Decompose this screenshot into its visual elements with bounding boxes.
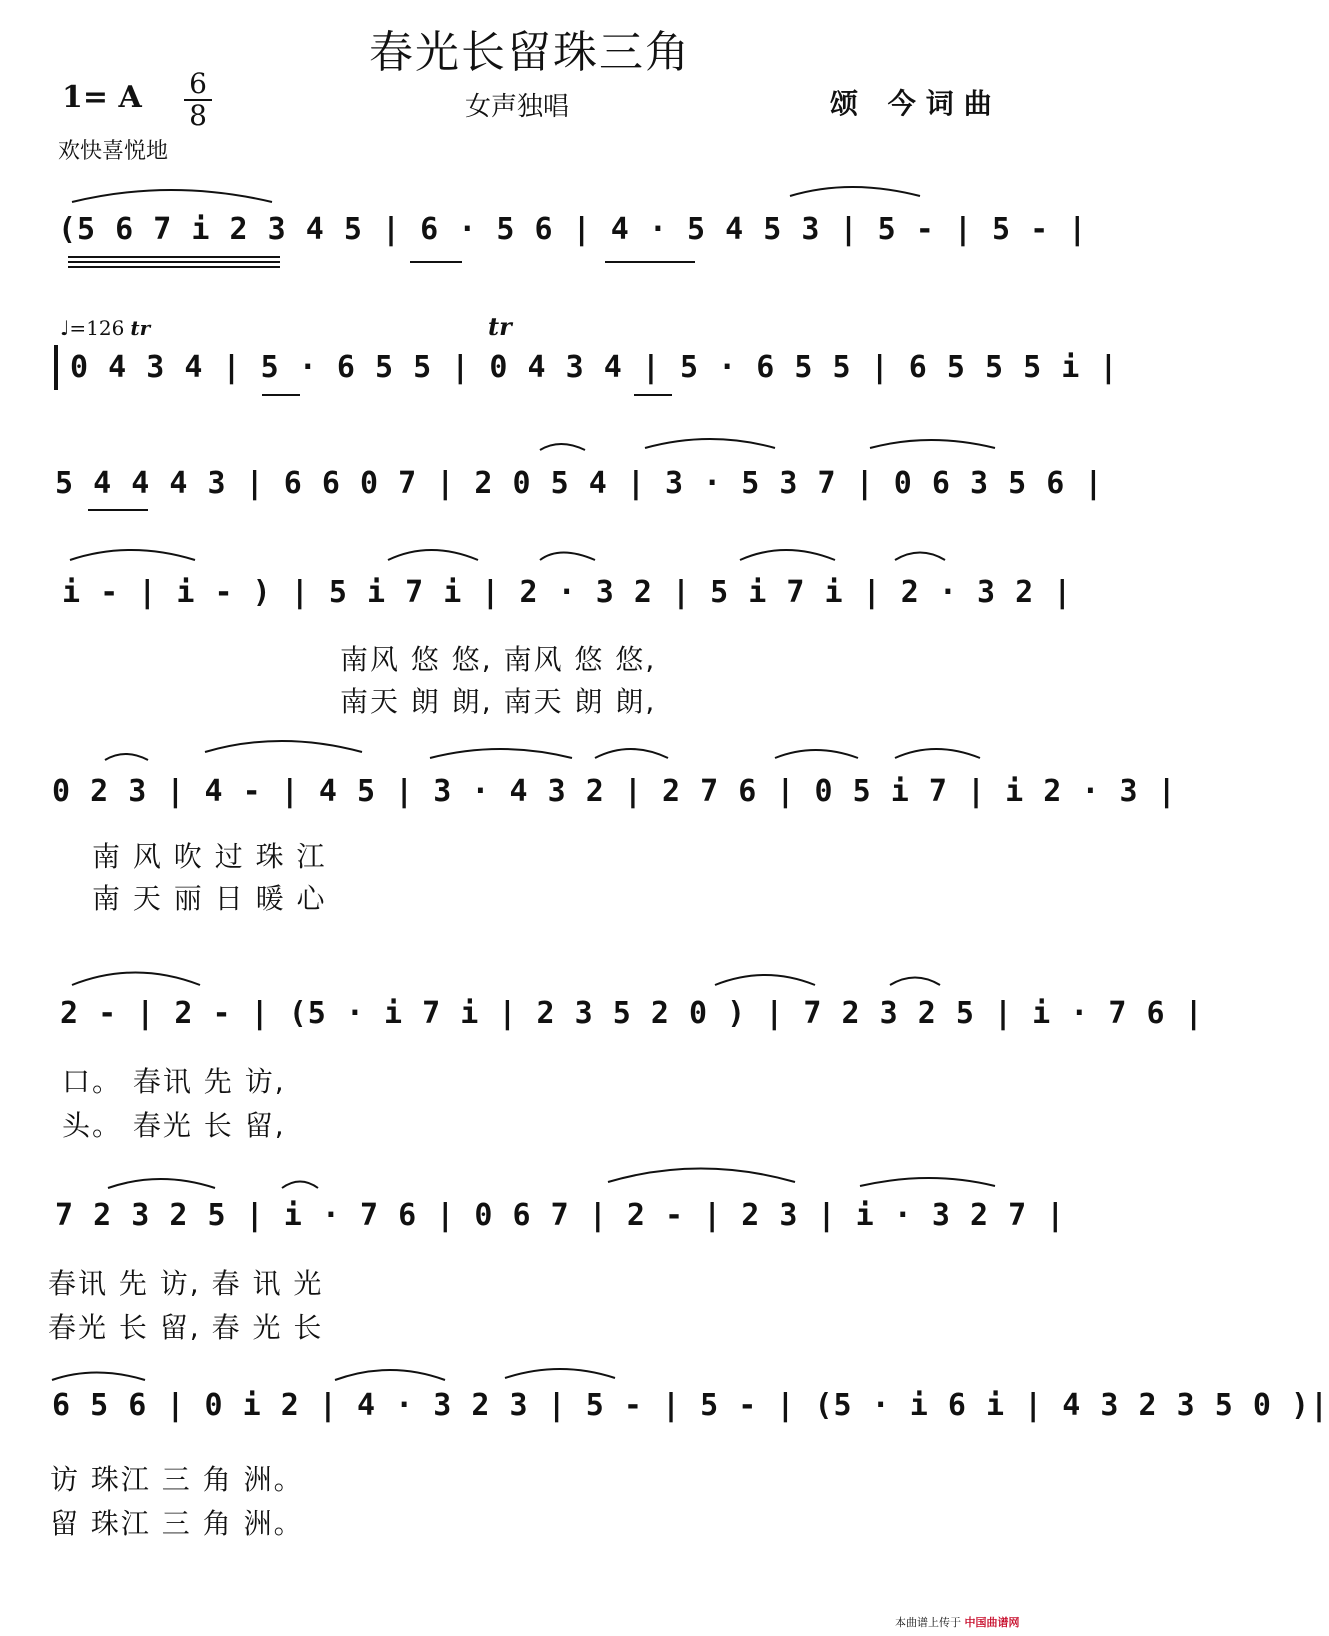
upload-text: 本曲谱上传于	[895, 1616, 961, 1629]
trill-mark-2: tr	[488, 312, 512, 341]
metronome-value: ♩=126	[60, 316, 125, 340]
notes-system-6: 2 - | 2 - | (5 · i 7 i | 2 3 5 2 0 ) | 7 2 3 2 5 | i · 7 6 |	[60, 996, 1204, 1031]
notes-system-8: 6 5 6 | 0 i 2 | 4 · 3 2 3 | 5 - | 5 - | (5 · i 6 i | 4 3 2 3 5 0 )|	[52, 1388, 1329, 1423]
metronome-marking	[60, 316, 150, 340]
key-signature: 1= A	[62, 80, 142, 115]
voice-type: 女声独唱	[465, 92, 570, 122]
notes-system-1: (5 6 7 i 2 3 4 5 | 6 · 5 6 | 4 · 5 4 5 3 | 5 - | 5 - |	[58, 212, 1088, 247]
notes-system-4: i - | i - ) | 5 i 7 i | 2 · 3 2 | 5 i 7 i | 2 · 3 2 |	[62, 575, 1073, 610]
time-signature-top: 6	[189, 67, 207, 100]
time-signature-bottom: 8	[189, 99, 207, 132]
notes-system-3: 5 4 4 4 3 | 6 6 0 7 | 2 0 5 4 | 3 · 5 3 7 | 0 6 3 5 6 |	[55, 466, 1104, 501]
notes-system-2: 0 4 3 4 | 5 · 6 5 5 | 0 4 3 4 | 5 · 6 5 5 | 6 5 5 5 i |	[70, 350, 1119, 385]
tempo-marking: 欢快喜悦地	[58, 139, 169, 164]
notes-system-5: 0 2 3 | 4 - | 4 5 | 3 · 4 3 2 | 2 7 6 | 0 5 i 7 | i 2 · 3 |	[52, 774, 1177, 809]
composer-credit: 颂 今词曲	[830, 87, 1002, 120]
site-logo: 中国曲谱网	[964, 1616, 1020, 1629]
footer-credit	[895, 1614, 1020, 1630]
time-signature	[178, 67, 218, 132]
trill-mark: tr	[130, 316, 151, 340]
notes-system-7: 7 2 3 2 5 | i · 7 6 | 0 6 7 | 2 - | 2 3 | i · 3 2 7 |	[55, 1198, 1066, 1233]
score-title: 春光长留珠三角	[369, 27, 691, 78]
